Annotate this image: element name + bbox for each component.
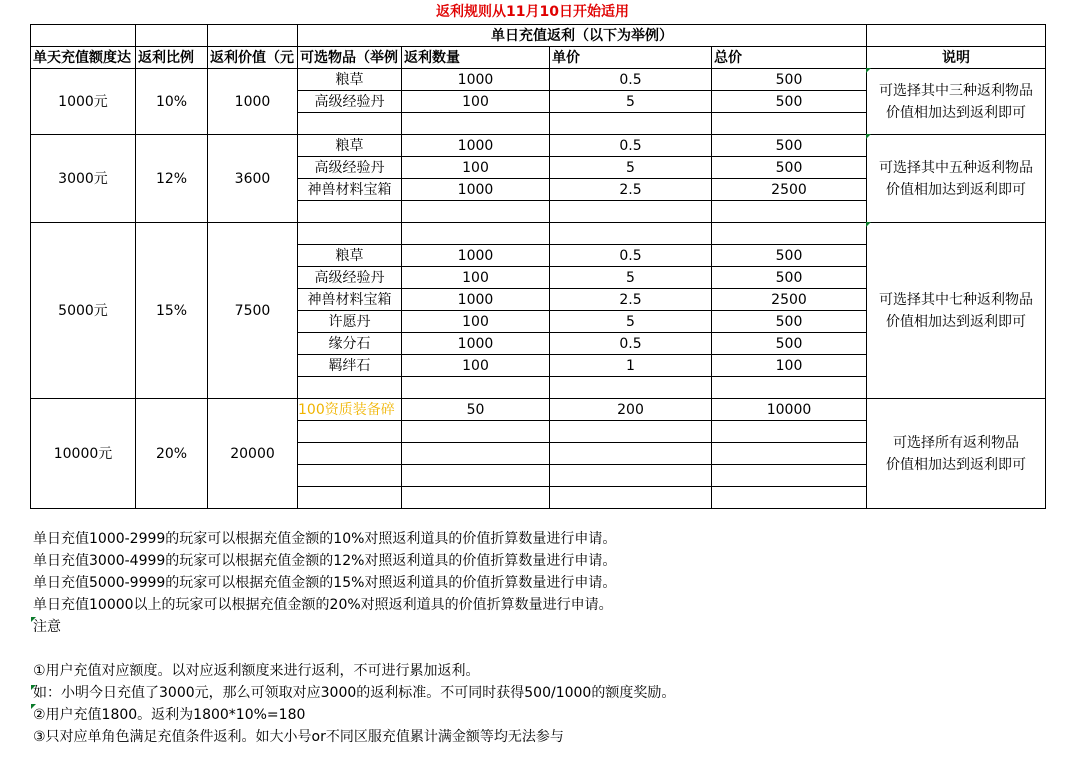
item-name bbox=[298, 377, 402, 399]
table-row bbox=[31, 399, 1046, 421]
item-unit-price bbox=[550, 113, 712, 135]
item-quantity bbox=[402, 223, 550, 245]
item-total bbox=[712, 223, 867, 245]
item-name bbox=[298, 421, 402, 443]
item-unit-price: 5 bbox=[550, 311, 712, 333]
item-quantity bbox=[402, 443, 550, 465]
item-quantity: 100 bbox=[402, 157, 550, 179]
comment-marker-icon bbox=[866, 222, 871, 227]
tier-amount: 1000元 bbox=[31, 69, 136, 135]
item-name bbox=[298, 443, 402, 465]
tier-value: 7500 bbox=[208, 223, 298, 399]
item-unit-price: 0.5 bbox=[550, 135, 712, 157]
item-total: 500 bbox=[712, 267, 867, 289]
item-quantity: 100 bbox=[402, 355, 550, 377]
note-line: 单日充值1000-2999的玩家可以根据充值金额的10%对照返利道具的价值折算数量进行申请。 bbox=[33, 531, 617, 547]
table-row bbox=[31, 69, 1046, 91]
item-quantity: 1000 bbox=[402, 245, 550, 267]
note-line: ①用户充值对应额度。以对应返利额度来进行返利，不可进行累加返利。 bbox=[33, 663, 480, 679]
column-header: 单天充值额度达 bbox=[31, 47, 136, 69]
item-total bbox=[712, 443, 867, 465]
tier-description bbox=[867, 69, 1046, 135]
item-name bbox=[298, 113, 402, 135]
item-total: 100 bbox=[712, 355, 867, 377]
item-name: 神兽材料宝箱 bbox=[298, 289, 402, 311]
item-unit-price bbox=[550, 465, 712, 487]
tier-description bbox=[867, 223, 1046, 399]
tier-description bbox=[867, 135, 1046, 223]
column-header: 返利比例 bbox=[136, 47, 208, 69]
item-quantity bbox=[402, 377, 550, 399]
item-unit-price bbox=[550, 443, 712, 465]
item-total bbox=[712, 377, 867, 399]
item-unit-price bbox=[550, 377, 712, 399]
tier-amount: 3000元 bbox=[31, 135, 136, 223]
comment-marker-icon bbox=[31, 617, 36, 622]
item-quantity: 100 bbox=[402, 311, 550, 333]
tier-ratio: 10% bbox=[136, 69, 208, 135]
item-name: 粮草 bbox=[298, 245, 402, 267]
item-quantity: 1000 bbox=[402, 333, 550, 355]
item-unit-price: 200 bbox=[550, 399, 712, 421]
notes-section bbox=[33, 528, 675, 748]
item-quantity: 1000 bbox=[402, 179, 550, 201]
item-quantity: 50 bbox=[402, 399, 550, 421]
item-total: 500 bbox=[712, 91, 867, 113]
item-unit-price bbox=[550, 487, 712, 509]
item-quantity bbox=[402, 201, 550, 223]
item-unit-price: 5 bbox=[550, 157, 712, 179]
note-line: ③只对应单角色满足充值条件返利。如大小号or不同区服充值累计满金额等均无法参与 bbox=[33, 729, 564, 745]
comment-marker-icon bbox=[31, 685, 36, 690]
item-quantity bbox=[402, 487, 550, 509]
item-unit-price bbox=[550, 421, 712, 443]
description-line: 可选择其中五种返利物品 bbox=[879, 159, 1033, 176]
item-unit-price: 2.5 bbox=[550, 289, 712, 311]
comment-marker-icon bbox=[31, 704, 36, 709]
column-header: 返利价值（元 bbox=[208, 47, 298, 69]
description-line: 价值相加达到返利即可 bbox=[886, 313, 1026, 330]
item-unit-price: 5 bbox=[550, 267, 712, 289]
item-name: 高级经验丹 bbox=[298, 91, 402, 113]
item-total: 500 bbox=[712, 245, 867, 267]
table-row bbox=[31, 135, 1046, 157]
description-line: 可选择其中三种返利物品 bbox=[879, 82, 1033, 99]
item-name: 100资质装备碎 bbox=[298, 399, 402, 421]
item-name: 缘分石 bbox=[298, 333, 402, 355]
description-line: 价值相加达到返利即可 bbox=[886, 456, 1026, 473]
item-name: 高级经验丹 bbox=[298, 267, 402, 289]
item-total bbox=[712, 421, 867, 443]
item-total: 2500 bbox=[712, 179, 867, 201]
description-line: 可选择其中七种返利物品 bbox=[879, 291, 1033, 308]
item-name: 高级经验丹 bbox=[298, 157, 402, 179]
description-line: 价值相加达到返利即可 bbox=[886, 104, 1026, 121]
tier-ratio: 20% bbox=[136, 399, 208, 509]
note-line bbox=[33, 638, 675, 660]
item-unit-price bbox=[550, 223, 712, 245]
item-quantity: 1000 bbox=[402, 69, 550, 91]
table-row bbox=[31, 223, 1046, 245]
item-total: 500 bbox=[712, 311, 867, 333]
comment-marker-icon bbox=[866, 68, 871, 73]
item-total bbox=[712, 201, 867, 223]
table-main-header: 单日充值返利（以下为举例） bbox=[298, 25, 867, 47]
item-quantity bbox=[402, 113, 550, 135]
item-total bbox=[712, 487, 867, 509]
description-line: 可选择所有返利物品 bbox=[893, 434, 1019, 451]
note-line: 单日充值10000以上的玩家可以根据充值金额的20%对照返利道具的价值折算数量进行申请。 bbox=[33, 597, 613, 613]
column-header: 总价 bbox=[712, 47, 867, 69]
item-name: 许愿丹 bbox=[298, 311, 402, 333]
tier-amount: 5000元 bbox=[31, 223, 136, 399]
item-quantity: 1000 bbox=[402, 135, 550, 157]
item-total: 2500 bbox=[712, 289, 867, 311]
item-name: 羁绊石 bbox=[298, 355, 402, 377]
item-total: 500 bbox=[712, 333, 867, 355]
item-total bbox=[712, 113, 867, 135]
note-line: ②用户充值1800。返利为1800*10%=180 bbox=[33, 707, 306, 723]
rebate-table bbox=[30, 24, 1046, 509]
sheet-title: 返利规则从11月10日开始适用 bbox=[436, 4, 629, 20]
item-quantity bbox=[402, 465, 550, 487]
item-name: 神兽材料宝箱 bbox=[298, 179, 402, 201]
item-name: 粮草 bbox=[298, 135, 402, 157]
column-header: 可选物品（举例 bbox=[298, 47, 402, 69]
item-total: 500 bbox=[712, 135, 867, 157]
comment-marker-icon bbox=[866, 134, 871, 139]
note-line: 单日充值3000-4999的玩家可以根据充值金额的12%对照返利道具的价值折算数量进行申请。 bbox=[33, 553, 617, 569]
item-name bbox=[298, 223, 402, 245]
item-unit-price: 2.5 bbox=[550, 179, 712, 201]
column-header: 返利数量 bbox=[402, 47, 550, 69]
item-quantity bbox=[402, 421, 550, 443]
item-total: 500 bbox=[712, 69, 867, 91]
item-name bbox=[298, 465, 402, 487]
note-line: 如：小明今日充值了3000元，那么可领取对应3000的返利标准。不可同时获得500/1000的额度奖励。 bbox=[33, 685, 676, 701]
item-unit-price: 1 bbox=[550, 355, 712, 377]
description-line: 价值相加达到返利即可 bbox=[886, 181, 1026, 198]
item-unit-price: 0.5 bbox=[550, 69, 712, 91]
item-total: 10000 bbox=[712, 399, 867, 421]
item-name bbox=[298, 487, 402, 509]
note-line: 单日充值5000-9999的玩家可以根据充值金额的15%对照返利道具的价值折算数量进行申请。 bbox=[33, 575, 617, 591]
item-unit-price: 0.5 bbox=[550, 245, 712, 267]
column-header: 说明 bbox=[867, 47, 1046, 69]
item-quantity: 100 bbox=[402, 91, 550, 113]
item-unit-price: 5 bbox=[550, 91, 712, 113]
note-line: 注意 bbox=[33, 619, 61, 635]
item-total bbox=[712, 465, 867, 487]
tier-description bbox=[867, 399, 1046, 509]
item-quantity: 100 bbox=[402, 267, 550, 289]
tier-ratio: 15% bbox=[136, 223, 208, 399]
tier-amount: 10000元 bbox=[31, 399, 136, 509]
item-name: 粮草 bbox=[298, 69, 402, 91]
item-unit-price bbox=[550, 201, 712, 223]
item-quantity: 1000 bbox=[402, 289, 550, 311]
item-total: 500 bbox=[712, 157, 867, 179]
item-unit-price: 0.5 bbox=[550, 333, 712, 355]
column-header: 单价 bbox=[550, 47, 712, 69]
tier-ratio: 12% bbox=[136, 135, 208, 223]
item-name bbox=[298, 201, 402, 223]
tier-value: 3600 bbox=[208, 135, 298, 223]
tier-value: 20000 bbox=[208, 399, 298, 509]
tier-value: 1000 bbox=[208, 69, 298, 135]
